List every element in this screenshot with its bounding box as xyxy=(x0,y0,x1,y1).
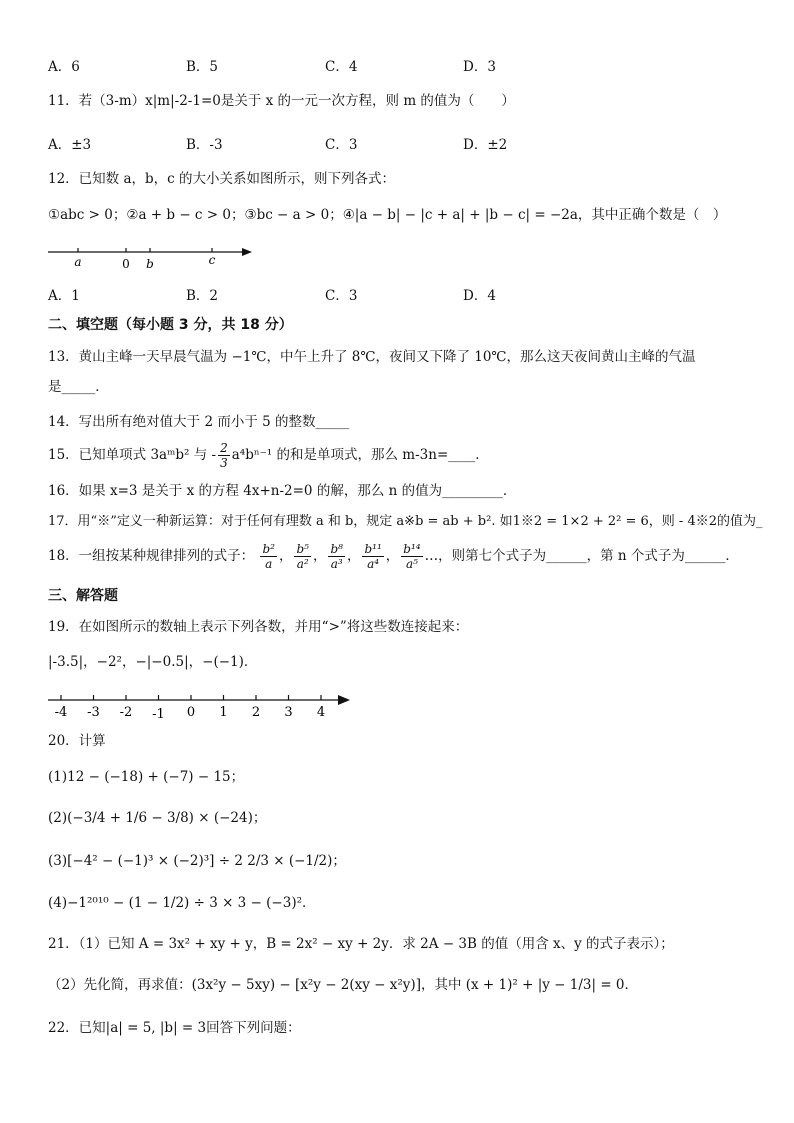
q11-option-d[interactable]: D．±2 xyxy=(463,137,508,153)
q18-term-5-den: a⁵ xyxy=(405,557,418,571)
q18-term-3-num: b⁸ xyxy=(330,542,343,556)
q18-term-5 xyxy=(401,542,422,571)
q18-term-2 xyxy=(294,542,311,571)
q18: 18．一组按某种规律排列的式子： $\frac{\text{b²}}{a}$ ， $\frac{\text{b⁵}}{\text{a²}}$ ， $\frac{\text{b⁸}}{\text{a³}}$ ， $\frac{\text{b¹¹}}{\text{a⁴}}$ ， $\frac{\text{b¹⁴}}{\text{a⁵}}$ …，则第七个式子为______，第 n 个式子为______． xyxy=(48,542,739,571)
q18-term-4 xyxy=(362,542,383,571)
q19-stem: 19．在如图所示的数轴上表示下列各数，并用“>”将这些数连接起来： xyxy=(48,619,469,635)
q21-part2: （2）先化简，再求值：(3x²y − 5xy) − [x²y − 2(xy − x²y)]，其中 (x + 1)² + |y − 1/3| = 0． xyxy=(48,977,639,993)
q15: 15．已知单项式 3aᵐb² 与 - $\frac{2}{3}$ a⁴bⁿ⁻¹ 的和是单项式，那么 m-3n=____． xyxy=(48,441,489,470)
q12-number-line xyxy=(46,240,258,272)
q18-term-4-den: a⁴ xyxy=(367,557,380,571)
q12-option-c[interactable]: C．3 xyxy=(325,288,358,304)
q18-term-2-num: b⁵ xyxy=(296,542,309,556)
q12-option-b[interactable]: B．2 xyxy=(186,288,219,304)
point-a-label: a xyxy=(74,255,82,269)
q12-option-d[interactable]: D．4 xyxy=(463,288,496,304)
q19-arrow-icon xyxy=(338,695,350,705)
q12-stem: 12．已知数 a，b，c 的大小关系如图所示，则下列各式： xyxy=(48,171,396,187)
q18-term-2-den: a² xyxy=(296,557,309,571)
q14: 14．写出所有绝对值大于 2 而小于 5 的整数_____ xyxy=(48,414,350,430)
number-line-arrow-icon xyxy=(242,248,252,256)
q19-ticks xyxy=(55,695,325,722)
q11-option-c[interactable]: C．3 xyxy=(325,137,358,153)
q18-term-1-den: a xyxy=(265,557,273,571)
q10-option-d[interactable]: D．3 xyxy=(463,59,496,75)
point-c-label: c xyxy=(208,253,216,267)
section-2-title: 二、填空题（每小题 3 分，共 18 分） xyxy=(48,317,293,333)
q11-options xyxy=(48,133,748,153)
q15-frac-num: 2 xyxy=(220,441,228,455)
q22: 22．已知|a| = 5, |b| = 3回答下列问题： xyxy=(48,1020,301,1036)
q19-tick-label: 1 xyxy=(219,705,228,720)
point-zero-label: 0 xyxy=(122,257,130,271)
q19-tick-label: -1 xyxy=(152,707,165,722)
q11-option-b[interactable]: B．-3 xyxy=(186,137,223,153)
q19-tick-label: 3 xyxy=(284,705,293,720)
q20-item-2: (2)(−3/4 + 1/6 − 3/8) × (−24)； xyxy=(48,810,267,826)
q18-suffix: …，则第七个式子为______，第 n 个式子为______． xyxy=(424,548,739,564)
q15-fraction xyxy=(218,441,230,470)
q21-part1: 21．（1）已知 A = 3x² + xy + y，B = 2x² − xy + 2y．求 2A − 3B 的值（用含 x、y 的式子表示）； xyxy=(48,936,674,952)
q15-prefix: 15．已知单项式 3aᵐb² 与 xyxy=(48,447,212,463)
q20-item-1: (1)12 − (−18) + (−7) − 15； xyxy=(48,769,245,785)
point-b-label: b xyxy=(146,257,154,271)
q19-number-line xyxy=(46,688,356,722)
q18-term-3-den: a³ xyxy=(330,557,343,571)
q18-term-4-num: b¹¹ xyxy=(364,542,382,556)
q19-tick-label: -4 xyxy=(54,705,68,720)
section-3-title: 三、解答题 xyxy=(48,588,118,604)
q20-title: 20．计算 xyxy=(48,733,106,749)
q18-prefix: 18．一组按某种规律排列的式子： xyxy=(48,548,255,564)
q12-option-a[interactable]: A．1 xyxy=(48,288,80,304)
q16: 16．如果 x=3 是关于 x 的方程 4x+n-2=0 的解，那么 n 的值为_________． xyxy=(48,483,517,499)
q20-item-3: (3)[−4² − (−1)³ × (−2)³] ÷ 2 2/3 × (−1/2)； xyxy=(48,853,346,869)
q12-options xyxy=(48,284,748,304)
q10-option-c[interactable]: C．4 xyxy=(325,59,358,75)
q20-item-4: (4)−1²⁰¹⁰ − (1 − 1/2) ÷ 3 × 3 − (−3)²． xyxy=(48,895,316,911)
q10-options xyxy=(48,55,748,75)
q15-suffix: a⁴bⁿ⁻¹ 的和是单项式，那么 m-3n=____． xyxy=(231,447,489,463)
q19-tick-label: 0 xyxy=(186,705,196,720)
q18-term-1-num: b² xyxy=(262,542,275,556)
q10-option-a[interactable]: A．6 xyxy=(48,59,80,75)
q18-term-5-num: b¹⁴ xyxy=(403,542,421,556)
q12-statements: ①abc > 0；②a + b − c > 0；③bc − a > 0；④|a − b| − |c + a| + |b − c| = −2a，其中正确个数是（ ） xyxy=(48,207,727,223)
q19-tick-label: 4 xyxy=(316,705,326,720)
q11-stem: 11．若（3-m）x|m|-2-1=0是关于 x 的一元一次方程，则 m 的值为（ ） xyxy=(48,93,515,109)
q18-term-1 xyxy=(260,542,277,571)
q19-tick-label: 2 xyxy=(251,705,261,720)
q19-tick-label: -2 xyxy=(119,705,133,720)
q11-option-a[interactable]: A．±3 xyxy=(48,137,92,153)
q19-tick-label: -3 xyxy=(87,705,100,720)
q18-term-3 xyxy=(328,542,345,571)
q19-numbers: |-3.5|，−2²，−|−0.5|，−(−1)． xyxy=(48,654,258,670)
q10-option-b[interactable]: B．5 xyxy=(186,59,219,75)
q17: 17．用“※”定义一种新运算：对于任何有理数 a 和 b，规定 a※b = ab + b². 如1※2 = 1×2 + 2² = 6，则 - 4※2的值为_ xyxy=(48,514,763,529)
q13-line2: 是_____． xyxy=(48,379,109,395)
q15-frac-den: 3 xyxy=(220,456,228,470)
q13-line1: 13．黄山主峰一天早晨气温为 −1℃，中午上升了 8℃，夜间又下降了 10℃，那么这天夜间黄山主峰的气温 xyxy=(48,349,696,365)
